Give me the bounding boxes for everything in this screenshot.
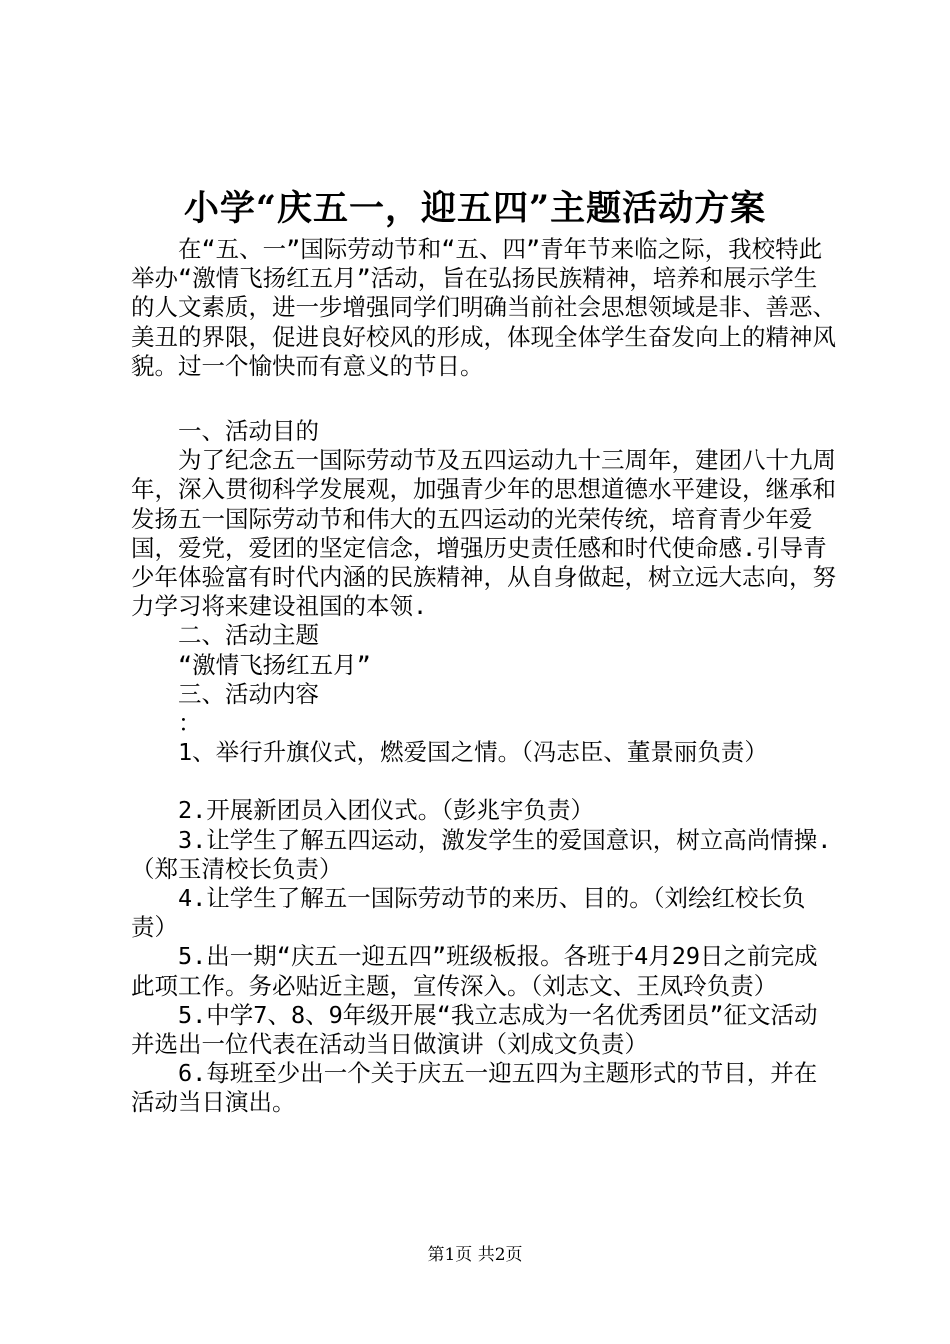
section1-heading: 一、活动目的 xyxy=(178,417,319,446)
list-item: 5.出一期“庆五一迎五四”班级板报。各班于4月29日之前完成此项工作。务必贴近主题，宣传深入。（刘志文、王凤玲负责） xyxy=(131,942,818,1000)
spacer xyxy=(131,767,839,796)
list-item: 6.每班至少出一个关于庆五一迎五四为主题形式的节目，并在活动当日演出。 xyxy=(131,1059,818,1117)
document-title: 小学“庆五一，迎五四”主题活动方案 xyxy=(183,188,767,229)
list-item: 3.让学生了解五四运动，激发学生的爱国意识，树立高尚情操.（郑玉清校长负责） xyxy=(131,825,832,883)
list-item: 4.让学生了解五一国际劳动节的来历、目的。（刘绘红校长负责） xyxy=(131,884,806,942)
section3-heading: 三、活动内容 xyxy=(178,679,319,708)
intro-paragraph: 在“五、一”国际劳动节和“五、四”青年节来临之际，我校特此举办“激情飞扬红五月”活动，旨在弘扬民族精神，培养和展示学生的人文素质，进一步增强同学们明确当前社会思想领域是非、善恶、美丑的界限，促进良好校风的形成，体现全体学生奋发向上的精神风貌。过一个愉快而有意义的节日。 xyxy=(131,235,836,380)
section2-heading: 二、活动主题 xyxy=(178,621,319,650)
spacer xyxy=(131,381,839,417)
section1-paragraph: 为了纪念五一国际劳动节及五四运动九十三周年，建团八十九周年，深入贯彻科学发展观，加强青少年的思想道德水平建设，继承和发扬五一国际劳动节和伟大的五四运动的光荣传统，培育青少年爱国，爱党，爱团的坚定信念，增强历史责任感和时代使命感.引导青少年体验富有时代内涵的民族精神，从自身做起，树立远大志向，努力学习将来建设祖国的本领. xyxy=(131,446,836,621)
list-item: 1、举行升旗仪式，燃爱国之情。（冯志臣、董景丽负责） xyxy=(178,738,768,767)
page-number: 第1页 共2页 xyxy=(427,1245,523,1265)
document-body xyxy=(131,235,839,1118)
section2-theme: “激情飞扬红五月” xyxy=(178,650,371,679)
list-item: 2.开展新团员入团仪式。（彭兆宇负责） xyxy=(178,796,595,825)
section3-colon: ： xyxy=(178,709,202,738)
list-item: 5.中学7、8、9年级开展“我立志成为一名优秀团员”征文活动并选出一位代表在活动当日做演讲（刘成文负责） xyxy=(131,1000,818,1059)
